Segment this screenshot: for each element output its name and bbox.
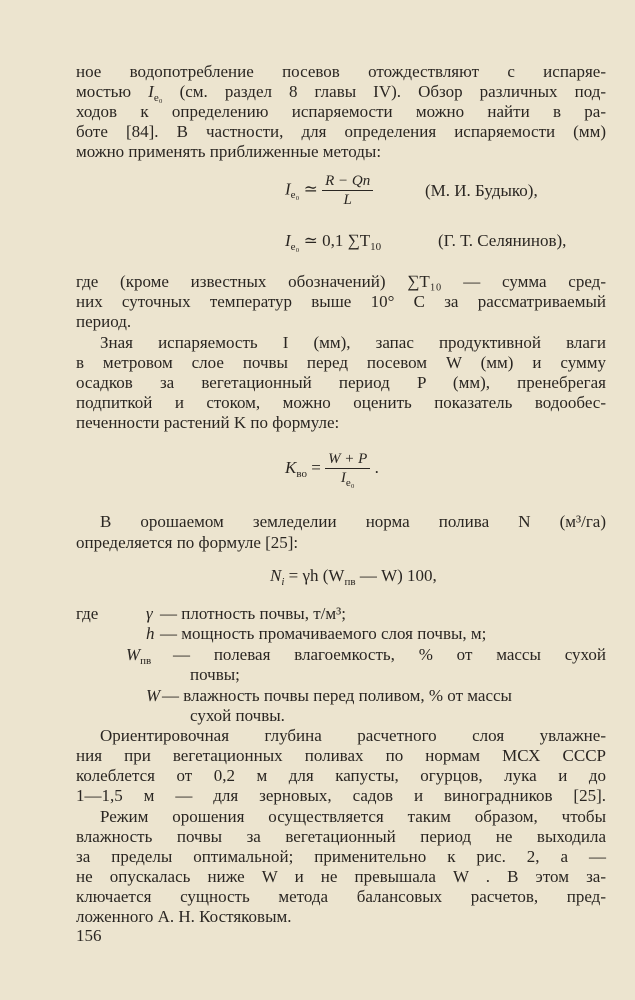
def-text: почвы; [190,665,240,684]
text-line: где (кроме известных обозначений) ∑T₁₀ — сумма сред- [76,272,606,291]
formula-author: (М. И. Будыко), [425,181,538,200]
text-line: Зная испаряемость I (мм), запас продуктивной влаги [100,333,606,352]
text-line: период. [76,312,132,331]
def-text: — полевая влагоемкость, % от массы сухой [173,645,606,664]
text-line: боте [84]. В частности, для определения испаряемости (мм) [76,122,606,141]
text-line: ния при вегетационных поливах по нормам МСХ СССР [76,746,606,765]
text-line: ложенного А. Н. Костяковым. [76,907,292,926]
defs-where: где [76,604,99,623]
text-line: них суточных температур выше 10° С за рассматриваемый [76,292,606,311]
text-line: не опускалась ниже W и не превышала W . В этом за- [76,867,606,886]
def-text: — мощность промачиваемого слоя почвы, м; [160,624,487,643]
text-line: печенности растений K по формуле: [76,413,340,432]
text-line: влажность почвы за вегетационный период не выходила [76,827,606,846]
def-symbol: h [146,624,155,643]
formula-budyko: $I_{e_0}$ ≃ $\frac{R - Qп}{L}$ [285,172,373,209]
text-line: осадков за вегетационный период P (мм), пренебрегая [76,373,606,392]
def-text: — влажность почвы перед поливом, % от массы [162,686,512,705]
text-line: можно применять приближенные методы: [76,142,382,161]
text-line: мостью $I_{e_0}$ (см. раздел 8 главы IV). Обзор различных под- [76,82,607,104]
text-line: ходов к определению испаряемости можно найти в ра- [76,102,606,121]
def-symbol: γ [146,604,153,623]
text-line: 1—1,5 м — для зерновых, садов и виноградников [25]. [76,786,606,805]
text-line: в метровом слое почвы перед посевом W (мм) и сумму [76,353,606,372]
def-text: сухой почвы. [190,706,285,725]
formula-irrigation: $N_i = \gamma h$ ($W_{пв}$ — W) 100, [270,566,437,588]
formula-author: (Г. Т. Селянинов), [438,231,567,250]
def-text: — плотность почвы, т/м³; [160,604,346,623]
text-line: определяется по формуле [25]: [76,533,299,552]
def-symbol: W [146,686,161,705]
def-symbol: $W_{пв}$ [126,645,152,667]
text-line: за пределы оптимальной; применительно к рис. 2, a — [76,847,606,866]
text-line: подпиткой и стоком, можно оценить показатель водообес- [76,393,606,412]
page-number: 156 [76,926,102,945]
text-line: ное водопотребление посевов отождествляют с испаряе- [76,62,606,81]
text-line: ключается сущность метода балансовых расчетов, пред- [76,887,606,906]
formula-selyaninov: $I_{e_0}$ ≃ 0,1 $\sum T_{10}$ [285,231,382,253]
text-line: Режим орошения осуществляется таким образом, чтобы [100,807,606,826]
formula-kvo: $K_{во}$ = $\frac{W + P}{I_{e_0}}$ . [285,451,379,489]
text-line: колеблется от 0,2 м для капусты, огурцов, лука и до [76,766,606,785]
text-line: Ориентировочная глубина расчетного слоя увлажне- [100,726,606,745]
text-line: В орошаемом земледелии норма полива N (м³/га) [100,512,606,531]
